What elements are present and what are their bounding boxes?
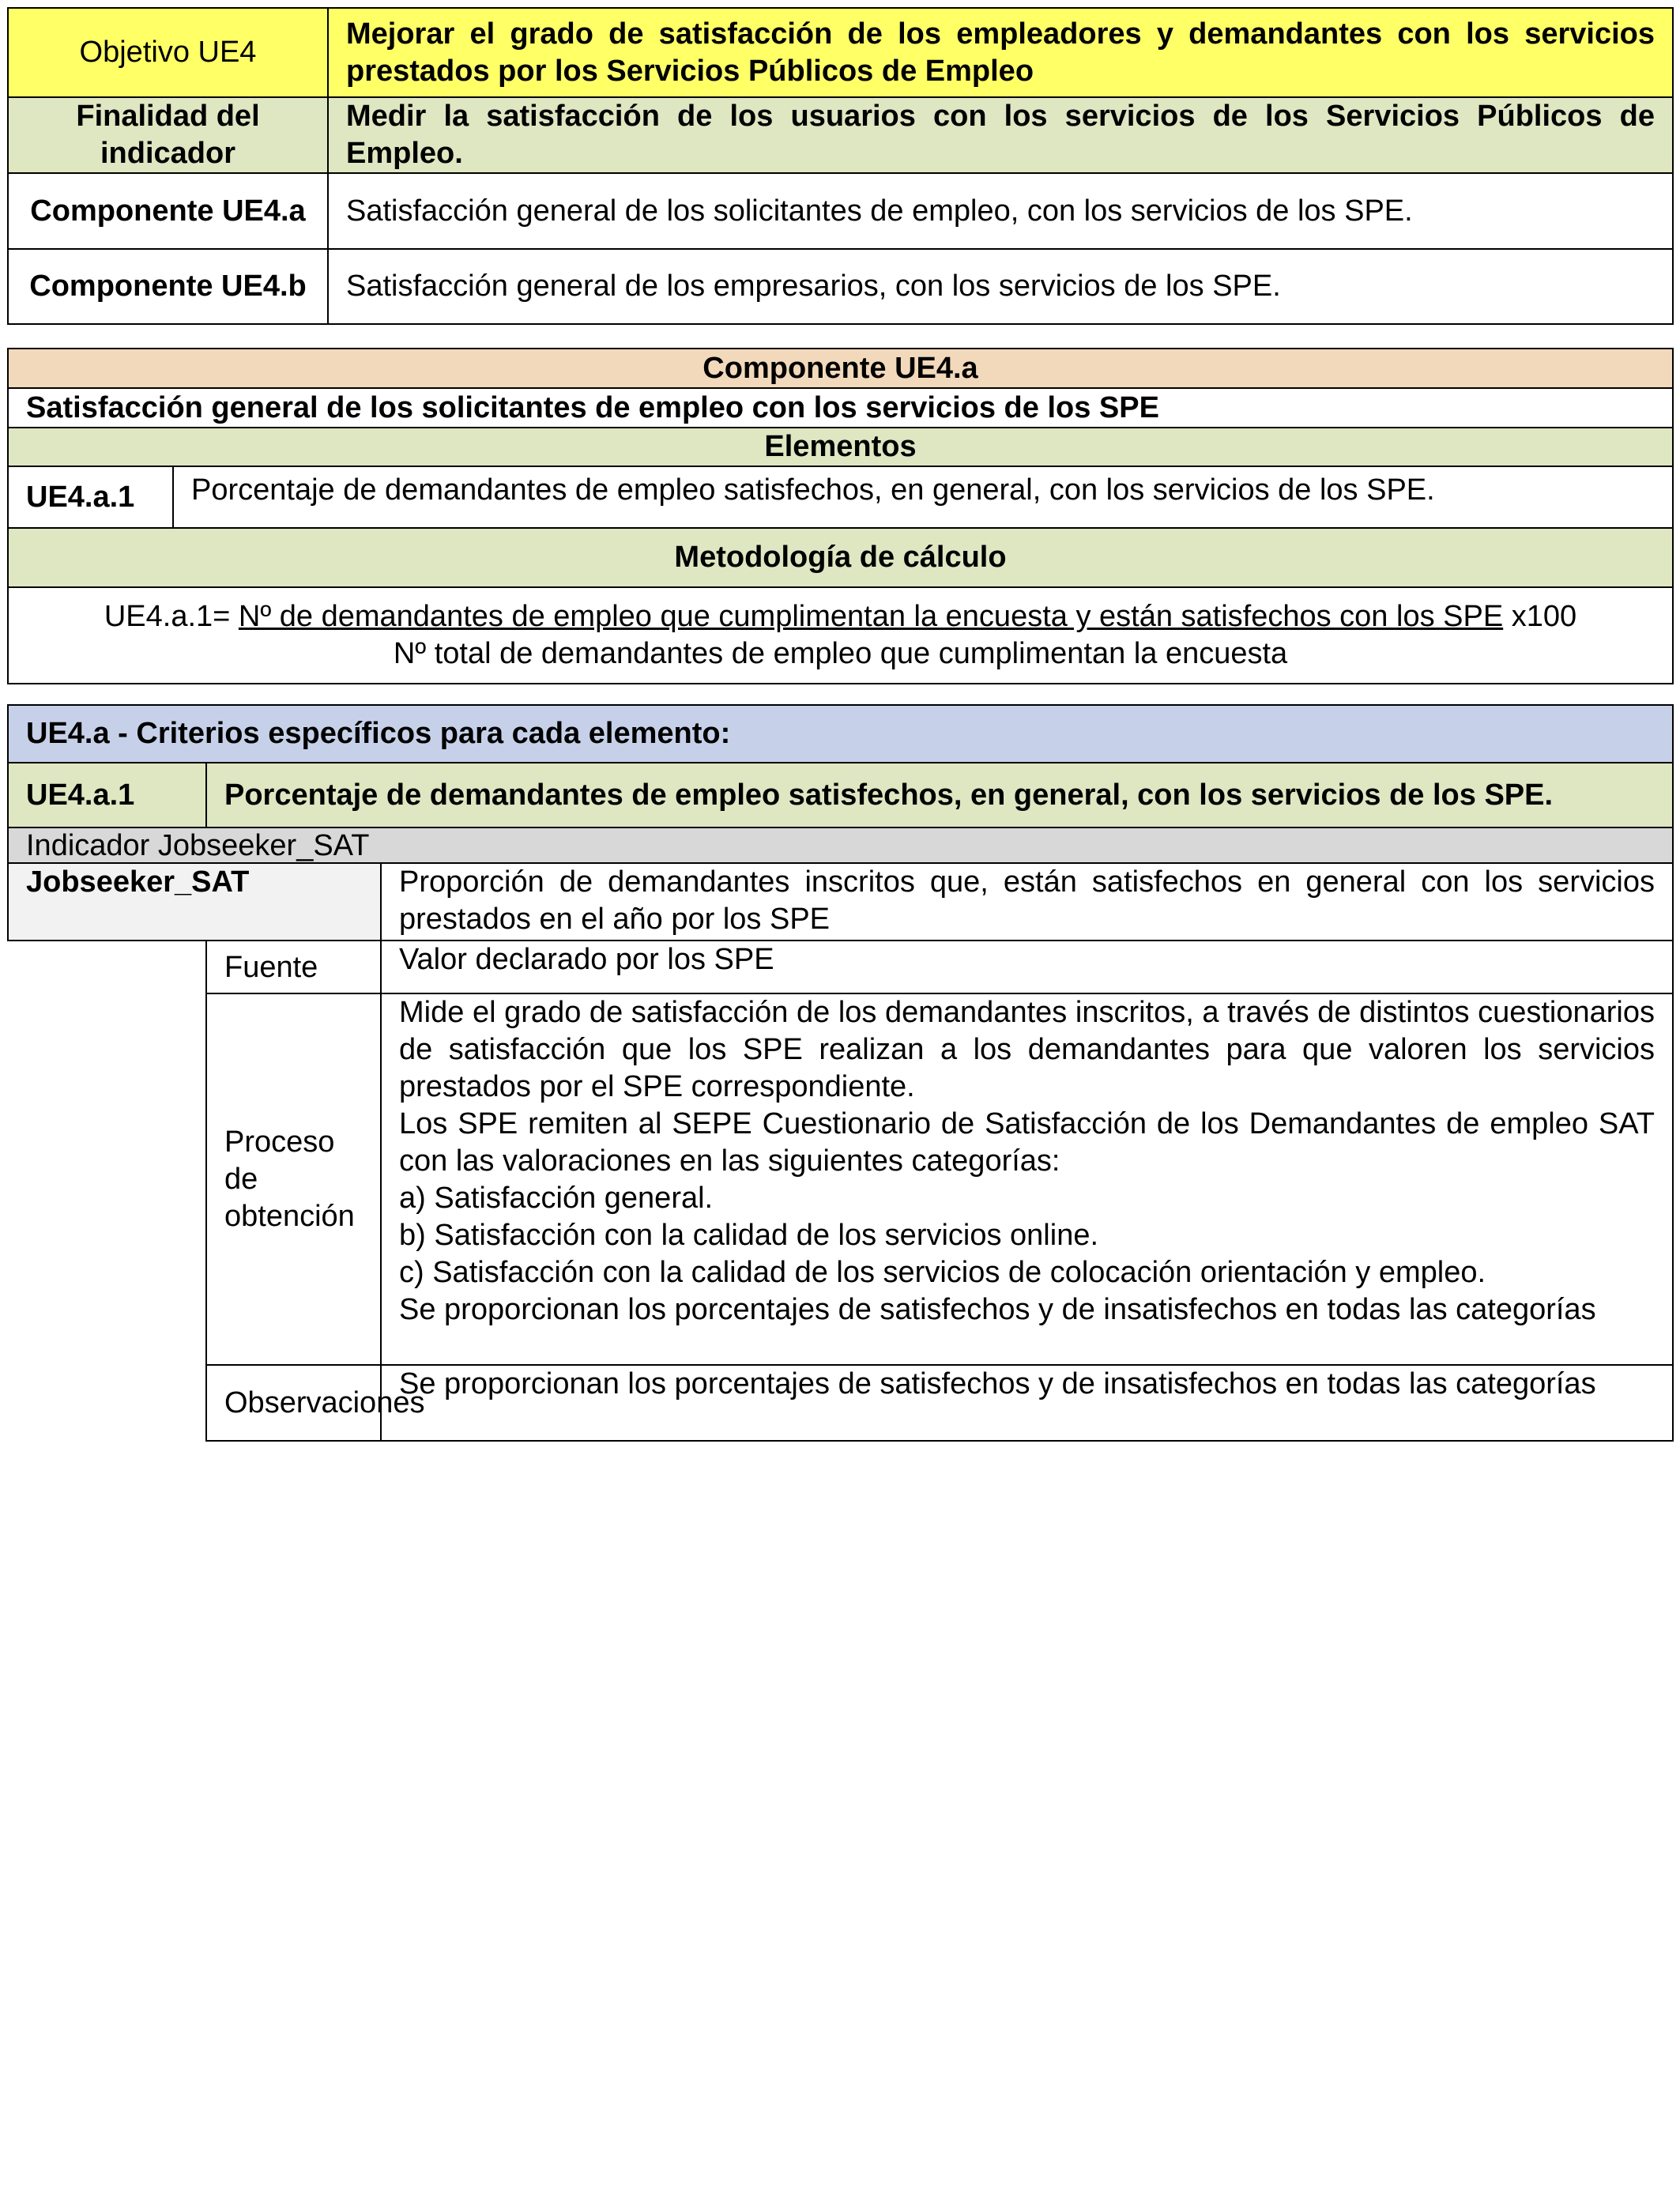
- component-table: [7, 348, 1674, 684]
- indicator-header: Indicador Jobseeker_SAT: [8, 827, 1673, 863]
- indicator-description: Proporción de demandantes inscritos que, están satisfechos en general con los servicios prestados en el año por los SPE: [381, 863, 1673, 941]
- formula-numerator-line: [26, 598, 1655, 635]
- objective-row: [8, 8, 1673, 97]
- indent-spacer-2: [8, 993, 206, 1365]
- element-text: Porcentaje de demandantes de empleo satisfechos, en general, con los servicios de los SPE.: [173, 466, 1673, 528]
- observations-label: Observaciones: [206, 1365, 381, 1441]
- criteria-table: [7, 704, 1674, 1442]
- component-b-value: Satisfacción general de los empresarios, con los servicios de los SPE.: [328, 249, 1673, 324]
- process-cell: [381, 993, 1673, 1365]
- indent-spacer: [8, 941, 206, 993]
- objective-table: [7, 7, 1674, 325]
- formula-cell: [8, 587, 1673, 684]
- purpose-value: Medir la satisfacción de los usuarios con los servicios de los Servicios Públicos de Empleo.: [328, 97, 1673, 173]
- component-subtitle: Satisfacción general de los solicitantes de empleo con los servicios de los SPE: [8, 388, 1673, 428]
- objective-value: Mejorar el grado de satisfacción de los empleadores y demandantes con los servicios prestados por los Servicios Públicos de Empleo: [328, 8, 1673, 97]
- elements-header: Elementos: [8, 428, 1673, 466]
- process-paragraph-2: Los SPE remiten al SEPE Cuestionario de Satisfacción de los Demandantes de empleo SAT con las valoraciones en las siguientes categorías:: [399, 1107, 1655, 1178]
- criteria-element-text: Porcentaje de demandantes de empleo satisfechos, en general, con los servicios de los SPE.: [206, 763, 1673, 827]
- component-b-row: [8, 249, 1673, 324]
- process-label: Proceso de obtención: [206, 993, 381, 1365]
- process-item-a: a) Satisfacción general.: [399, 1182, 714, 1215]
- process-item-b: b) Satisfacción con la calidad de los servicios online.: [399, 1219, 1099, 1252]
- criteria-element-code: UE4.a.1: [8, 763, 206, 827]
- component-a-label: Componente UE4.a: [8, 173, 328, 249]
- formula-suffix: x100: [1503, 600, 1577, 633]
- component-b-label: Componente UE4.b: [8, 249, 328, 324]
- formula-prefix: UE4.a.1=: [104, 600, 239, 633]
- purpose-label: Finalidad del indicador: [8, 97, 328, 173]
- process-paragraph-1: Mide el grado de satisfacción de los demandantes inscritos, a través de distintos cuestionarios de satisfacción que los SPE realizan a los demandantes para que valoren los servicios prestados por el SPE correspondiente.: [399, 996, 1655, 1103]
- criteria-header: UE4.a - Criterios específicos para cada elemento:: [8, 705, 1673, 763]
- component-a-value: Satisfacción general de los solicitantes de empleo, con los servicios de los SPE.: [328, 173, 1673, 249]
- formula-numerator: Nº de demandantes de empleo que cumplimentan la encuesta y están satisfechos con los SPE: [238, 600, 1504, 633]
- formula-denominator: Nº total de demandantes de empleo que cumplimentan la encuesta: [393, 637, 1288, 670]
- purpose-row: [8, 97, 1673, 173]
- process-item-c: c) Satisfacción con la calidad de los servicios de colocación orientación y empleo.: [399, 1256, 1486, 1289]
- objective-label: Objetivo UE4: [8, 8, 328, 97]
- method-header: Metodología de cálculo: [8, 528, 1673, 587]
- element-code: UE4.a.1: [8, 466, 173, 528]
- indent-spacer-3: [8, 1365, 206, 1441]
- component-header: Componente UE4.a: [8, 349, 1673, 388]
- indicator-name: Jobseeker_SAT: [8, 863, 381, 941]
- source-label: Fuente: [206, 941, 381, 993]
- process-paragraph-3: Se proporcionan los porcentajes de satisfechos y de insatisfechos en todas las categorías: [399, 1293, 1596, 1326]
- observations-value: Se proporcionan los porcentajes de satisfechos y de insatisfechos en todas las categorías: [381, 1365, 1673, 1441]
- source-value: Valor declarado por los SPE: [381, 941, 1673, 993]
- component-a-row: [8, 173, 1673, 249]
